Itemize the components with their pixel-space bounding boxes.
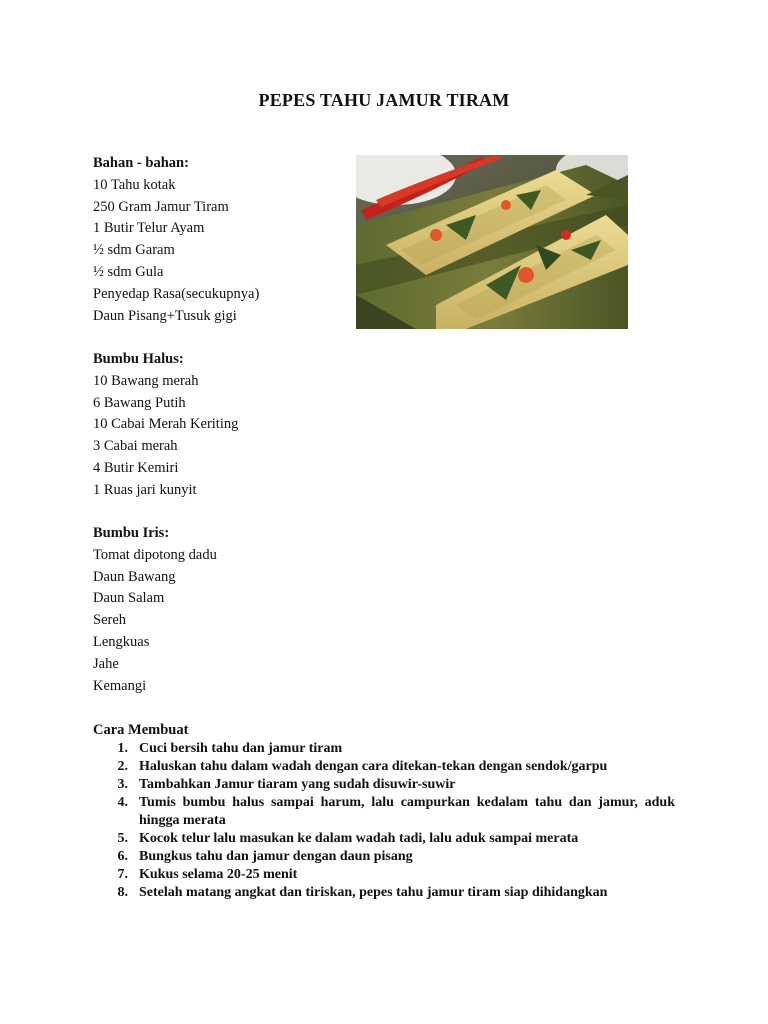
- bahan-item: ½ sdm Gula: [93, 263, 164, 280]
- bumbu-iris-heading: Bumbu Iris:: [93, 525, 170, 541]
- step-item: [93, 740, 675, 758]
- step-text: Kukus selama 20-25 menit: [139, 867, 298, 882]
- step-text: Tumis bumbu halus sampai harum, lalu campurkan kedalam tahu dan jamur, aduk hingga merata: [139, 795, 675, 828]
- step-item: [93, 884, 675, 902]
- bumbu-halus-item: 10 Bawang merah: [93, 372, 199, 389]
- bumbu-halus-item: 1 Ruas jari kunyit: [93, 481, 197, 498]
- step-text: Kocok telur lalu masukan ke dalam wadah tadi, lalu aduk sampai merata: [139, 831, 579, 846]
- step-item: [93, 866, 675, 884]
- bumbu-halus-item: 3 Cabai merah: [93, 438, 178, 455]
- cara-heading: Cara Membuat: [93, 722, 189, 738]
- step-number: 3.: [117, 777, 128, 792]
- bumbu-iris-item: Sereh: [93, 612, 127, 629]
- bahan-item: 10 Tahu kotak: [93, 176, 176, 193]
- cara-membuat-section: [93, 720, 188, 742]
- step-number: 7.: [117, 867, 128, 882]
- step-number: 5.: [117, 831, 128, 846]
- bumbu-iris-item: Jahe: [93, 655, 119, 672]
- bumbu-iris-item: Daun Bawang: [93, 568, 176, 585]
- cara-steps-list: [93, 740, 675, 902]
- step-item: [93, 794, 675, 830]
- bumbu-halus-item: 4 Butir Kemiri: [93, 459, 179, 476]
- step-item: [93, 776, 675, 794]
- step-number: 6.: [117, 849, 128, 864]
- bumbu-iris-item: Lengkuas: [93, 633, 150, 650]
- bumbu-halus-heading: Bumbu Halus:: [93, 351, 184, 367]
- step-item: [93, 758, 675, 776]
- bumbu-halus-item: 10 Cabai Merah Keriting: [93, 416, 239, 433]
- bahan-section: [93, 153, 259, 327]
- bahan-heading: Bahan - bahan:: [93, 155, 189, 171]
- document-title: PEPES TAHU JAMUR TIRAM: [258, 90, 510, 110]
- pepes-photo: [356, 155, 628, 329]
- step-text: Haluskan tahu dalam wadah dengan cara ditekan-tekan dengan sendok/garpu: [139, 759, 608, 774]
- step-number: 4.: [117, 795, 128, 810]
- bahan-item: ½ sdm Garam: [93, 242, 175, 259]
- step-text: Tambahkan Jamur tiaram yang sudah disuwir-suwir: [139, 777, 456, 792]
- step-number: 1.: [117, 741, 128, 756]
- bumbu-iris-item: Kemangi: [93, 677, 147, 694]
- bahan-item: 250 Gram Jamur Tiram: [93, 198, 229, 215]
- bumbu-halus-section: [93, 349, 238, 502]
- step-item: [93, 848, 675, 866]
- step-text: Cuci bersih tahu dan jamur tiram: [139, 741, 343, 756]
- bumbu-iris-section: [93, 523, 217, 697]
- step-number: 2.: [117, 759, 128, 774]
- bumbu-halus-item: 6 Bawang Putih: [93, 394, 186, 411]
- bahan-item: Daun Pisang+Tusuk gigi: [93, 307, 237, 324]
- step-number: 8.: [117, 885, 128, 900]
- step-text: Bungkus tahu dan jamur dengan daun pisang: [139, 849, 413, 864]
- step-text: Setelah matang angkat dan tiriskan, pepes tahu jamur tiram siap dihidangkan: [139, 885, 608, 900]
- bahan-item: 1 Butir Telur Ayam: [93, 220, 205, 237]
- bumbu-iris-item: Daun Salam: [93, 590, 165, 607]
- bumbu-iris-item: Tomat dipotong dadu: [93, 546, 217, 563]
- step-item: [93, 830, 675, 848]
- bahan-item: Penyedap Rasa(secukupnya): [93, 285, 260, 302]
